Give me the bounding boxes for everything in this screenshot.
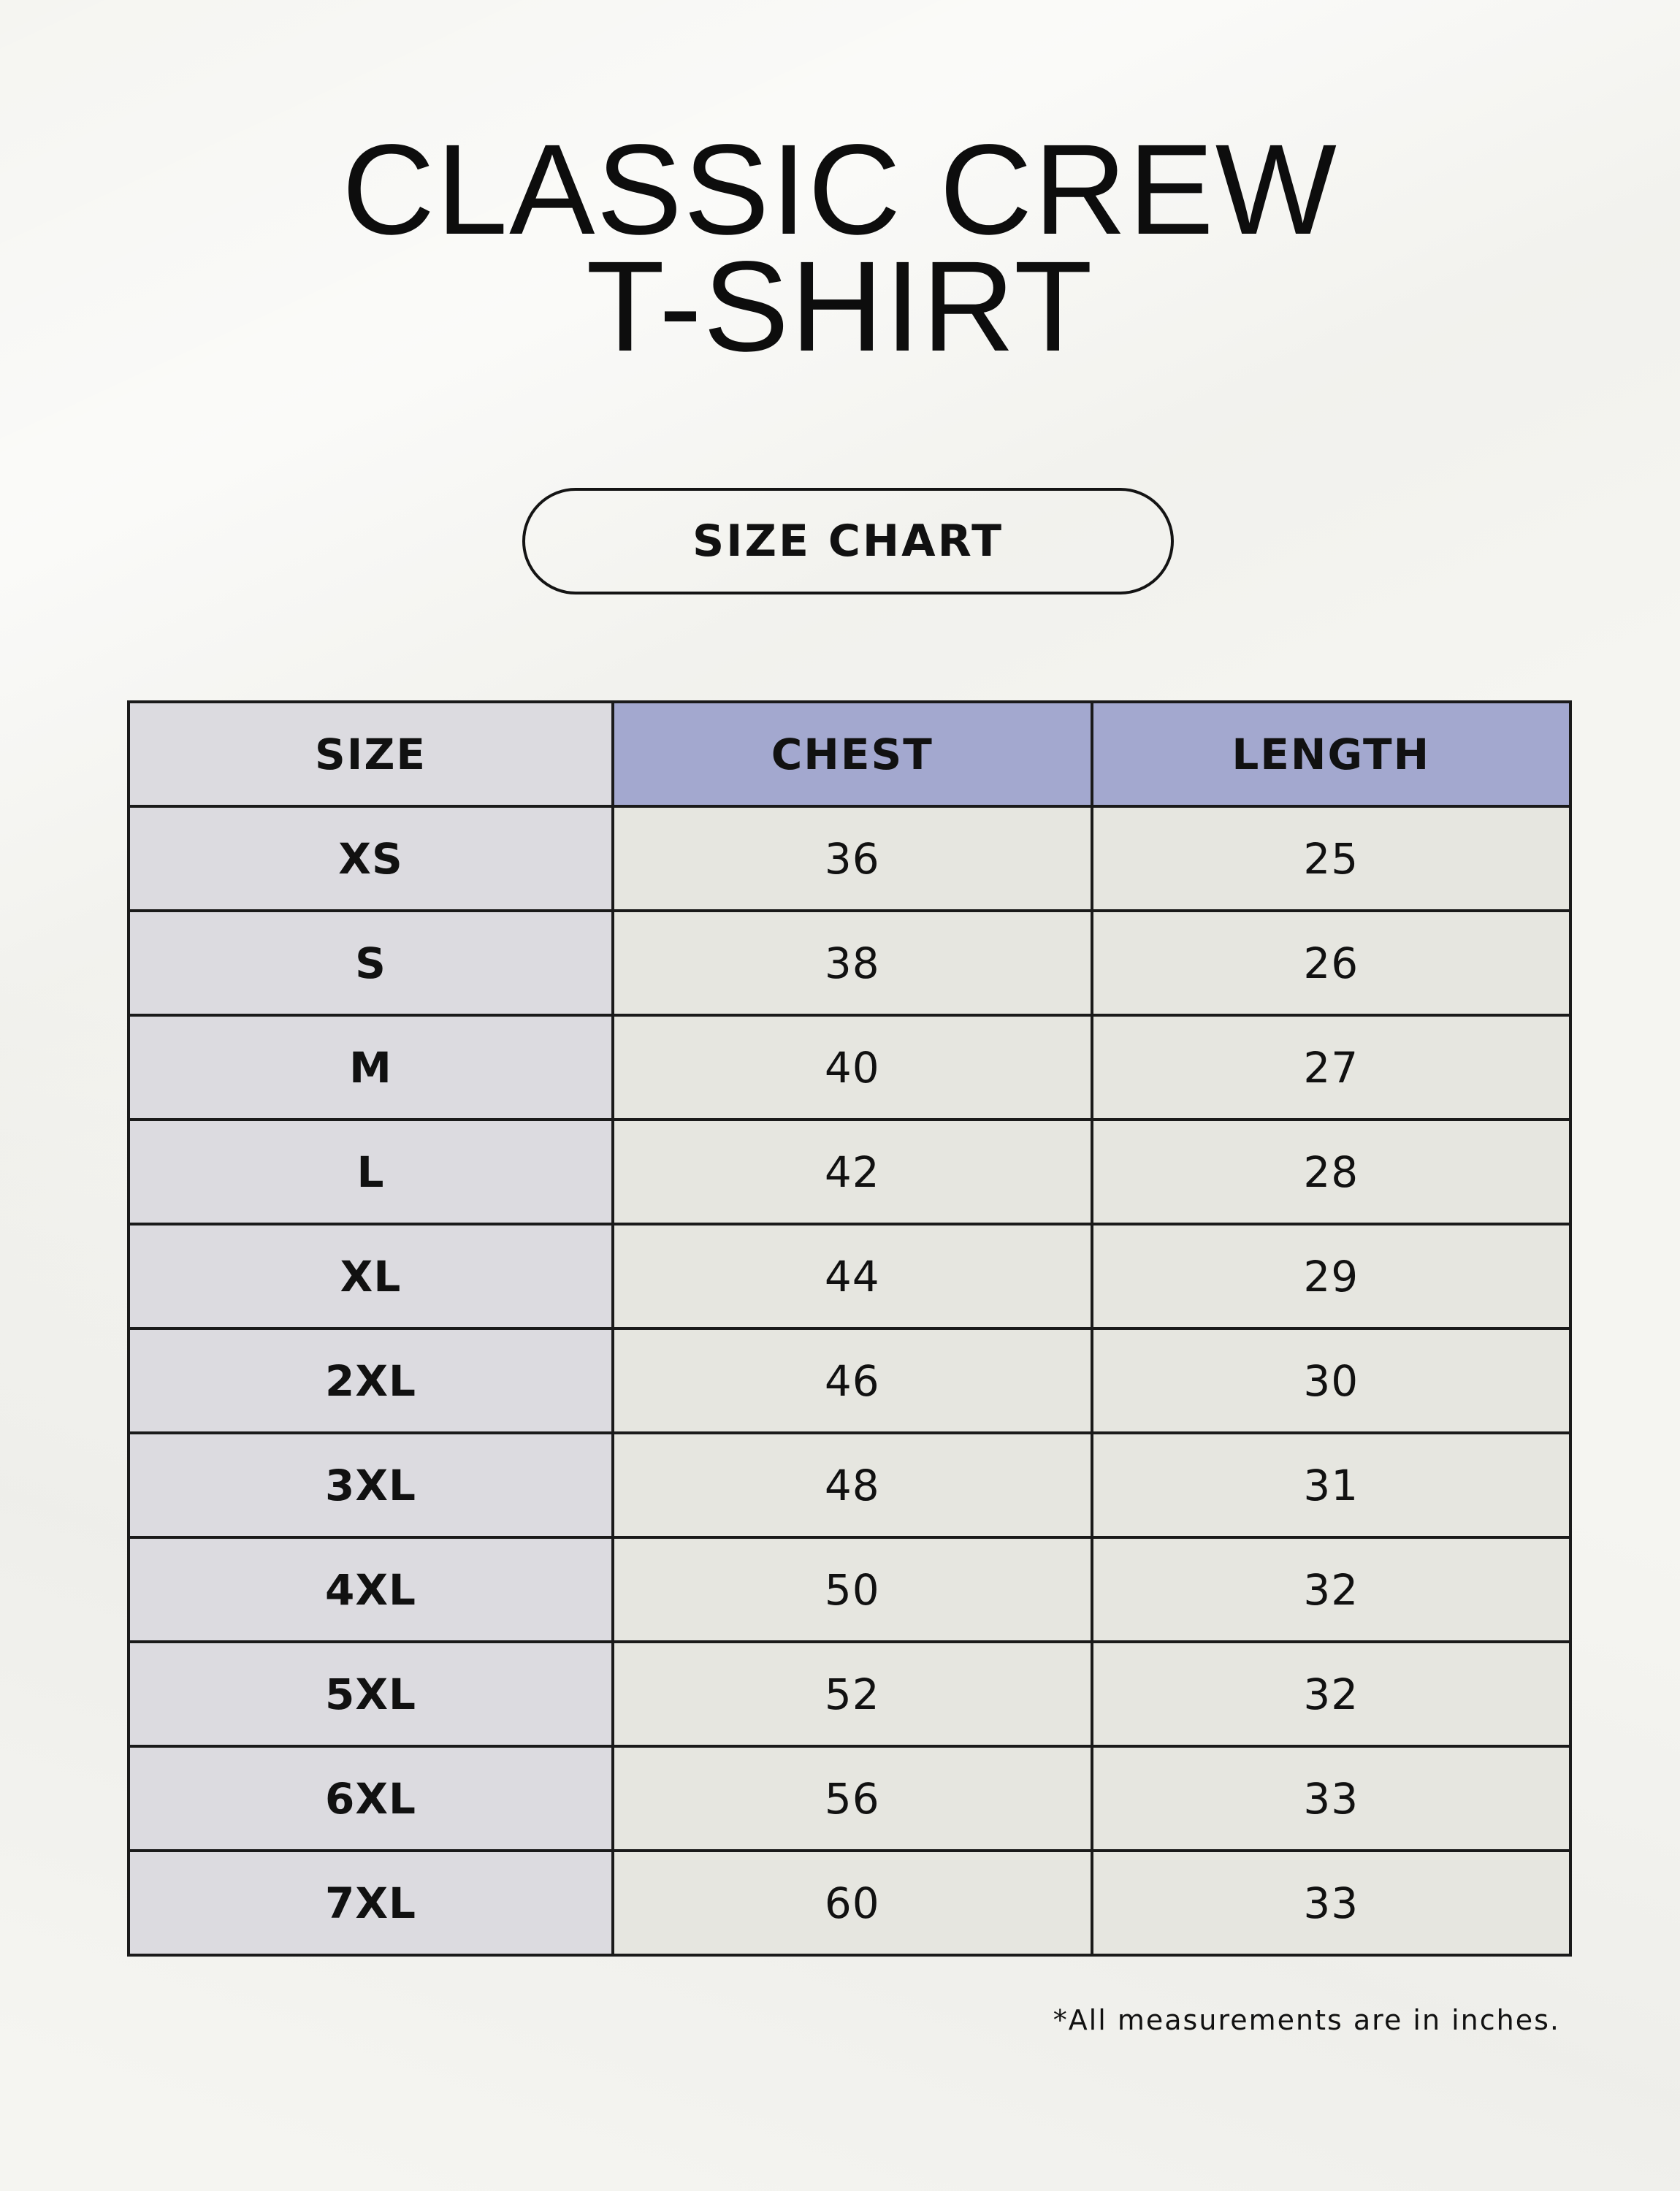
table-row	[129, 1642, 1570, 1746]
table-row	[129, 1015, 1570, 1120]
length-cell: 29	[1092, 1224, 1571, 1328]
table-header-row	[129, 702, 1570, 806]
size-cell: L	[129, 1120, 613, 1224]
size-cell: 2XL	[129, 1328, 613, 1433]
title-line-1: CLASSIC CREW	[342, 118, 1338, 261]
table-row	[129, 1433, 1570, 1537]
size-cell: M	[129, 1015, 613, 1120]
size-cell: 7XL	[129, 1851, 613, 1955]
size-cell: XL	[129, 1224, 613, 1328]
table-row	[129, 1328, 1570, 1433]
length-cell: 32	[1092, 1642, 1571, 1746]
chest-cell: 52	[613, 1642, 1092, 1746]
page-title	[0, 118, 1680, 378]
length-cell: 31	[1092, 1433, 1571, 1537]
length-cell: 33	[1092, 1851, 1571, 1955]
length-cell: 33	[1092, 1746, 1571, 1851]
chest-cell: 48	[613, 1433, 1092, 1537]
table-body	[129, 806, 1570, 1955]
size-cell: 4XL	[129, 1537, 613, 1642]
table-row	[129, 1851, 1570, 1955]
table-row	[129, 1120, 1570, 1224]
chest-cell: 56	[613, 1746, 1092, 1851]
table-row	[129, 911, 1570, 1015]
length-cell: 27	[1092, 1015, 1571, 1120]
size-cell: 5XL	[129, 1642, 613, 1746]
size-cell: S	[129, 911, 613, 1015]
measurement-footnote: *All measurements are in inches.	[1053, 2004, 1560, 2036]
length-cell: 26	[1092, 911, 1571, 1015]
size-chart-badge: SIZE CHART	[522, 488, 1174, 594]
size-cell: 6XL	[129, 1746, 613, 1851]
size-table	[127, 700, 1572, 1957]
table-row	[129, 1746, 1570, 1851]
chest-cell: 40	[613, 1015, 1092, 1120]
chest-cell: 38	[613, 911, 1092, 1015]
title-line-2: T-SHIRT	[586, 235, 1094, 378]
chest-cell: 60	[613, 1851, 1092, 1955]
chest-cell: 44	[613, 1224, 1092, 1328]
chest-cell: 42	[613, 1120, 1092, 1224]
chest-cell: 46	[613, 1328, 1092, 1433]
chest-cell: 50	[613, 1537, 1092, 1642]
header-length: LENGTH	[1092, 702, 1571, 806]
table-row	[129, 806, 1570, 911]
size-cell: 3XL	[129, 1433, 613, 1537]
header-size: SIZE	[129, 702, 613, 806]
length-cell: 32	[1092, 1537, 1571, 1642]
length-cell: 30	[1092, 1328, 1571, 1433]
length-cell: 25	[1092, 806, 1571, 911]
table-row	[129, 1537, 1570, 1642]
size-cell: XS	[129, 806, 613, 911]
chest-cell: 36	[613, 806, 1092, 911]
length-cell: 28	[1092, 1120, 1571, 1224]
header-chest: CHEST	[613, 702, 1092, 806]
table-row	[129, 1224, 1570, 1328]
